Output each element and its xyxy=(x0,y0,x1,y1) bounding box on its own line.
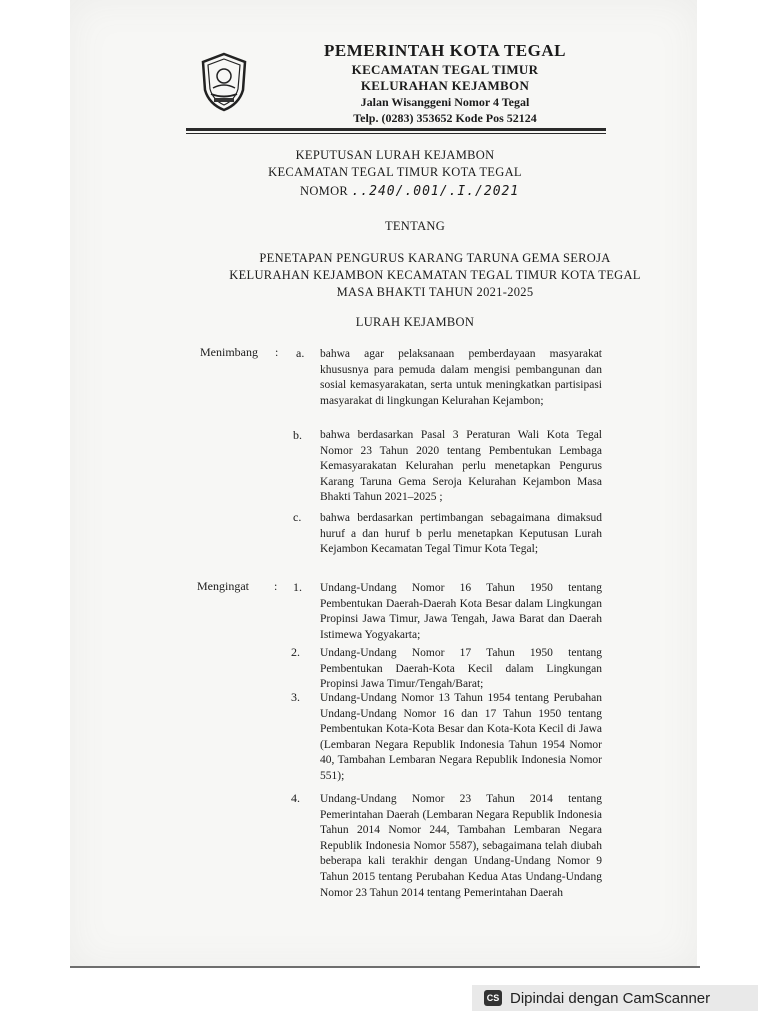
mengingat-item-4: Undang-Undang Nomor 23 Tahun 2014 tentang Pemerintahan Daerah (Lembaran Negara Republik Indonesia Tahun 2014 Nomor 244, Tambahan Lembaran Negara Republik Indonesia Nomor 5587), sebagaimana telah diubah beberapa kali terakhir dengan Undang-Undang Nomor 9 Tahun 2015 tentang Perubahan Kedua Atas Undang-Undang Nomor 23 Tahun 2014 tentang Pemerintahan Daerah xyxy=(320,793,602,899)
menimbang-item-a: bahwa agar pelaksanaan pemberdayaan masyarakat khususnya para pemuda dalam mengisi pembangunan dan sosial kemasyarakatan, serta untuk meningkatkan partisipasi masyarakat di lingkungan Kelurahan Kejambon; xyxy=(320,348,602,407)
mengingat-mark-3: 3. xyxy=(291,690,300,704)
decree-title-line1: KEPUTUSAN LURAH KEJAMBON xyxy=(295,148,495,162)
letterhead xyxy=(300,40,590,126)
menimbang-label: Menimbang xyxy=(200,345,258,359)
tegal-city-emblem-icon xyxy=(199,52,249,112)
mengingat-item-1: Undang-Undang Nomor 16 Tahun 1950 tentang Pembentukan Daerah-Daerah Kota Besar dalam Lingkungan Propinsi Jawa Timur, Jawa Tengah, Jawa Barat dan Daerah Istimewa Yogyakarta; xyxy=(320,582,602,641)
decree-subject-line1: PENETAPAN PENGURUS KARANG TARUNA GEMA SEROJA xyxy=(259,251,611,265)
decree-subject xyxy=(215,250,655,301)
letterhead-village: KELURAHAN KEJAMBON xyxy=(360,78,530,93)
mengingat-item-3: Undang-Undang Nomor 13 Tahun 1954 tentang Perubahan Undang-Undang Nomor 16 dan 17 Tahun 1950 tentang Pembentukan Kota-Kota Besar dan Kota-Kota Kecil di Jawa (Lembaran Negara Republik Indonesia Tahun 1954 Nomor 40, Tambahan Lembaran Negara Republik Indonesia Nomor 551); xyxy=(320,692,602,782)
camscanner-text: Dipindai dengan CamScanner xyxy=(510,989,711,1007)
letterhead-divider-thick xyxy=(186,128,606,131)
letterhead-phone: Telp. (0283) 353652 Kode Pos 52124 xyxy=(353,111,537,125)
decree-number-label: NOMOR xyxy=(300,184,349,198)
issuing-official: LURAH KEJAMBON xyxy=(355,315,475,329)
decree-subject-line3: MASA BHAKTI TAHUN 2021-2025 xyxy=(336,285,534,299)
menimbang-mark-a: a. xyxy=(296,346,305,360)
decree-number xyxy=(300,184,600,199)
page-edge xyxy=(70,966,700,968)
menimbang-item-b: bahwa berdasarkan Pasal 3 Peraturan Wali Kota Tegal Nomor 23 Tahun 2020 tentang Pembentukan Lembaga Kemasyarakatan Kelurahan perlu menetapkan Pengurus Karang Taruna Gema Seroja Kelurahan Kejambon Masa Bhakti Tahun 2021–2025 ; xyxy=(320,429,602,504)
camscanner-watermark xyxy=(472,985,758,1011)
camscanner-logo-icon: CS xyxy=(484,990,502,1006)
mengingat-colon: : xyxy=(274,579,278,593)
decree-title-line2: KECAMATAN TEGAL TIMUR KOTA TEGAL xyxy=(268,165,522,179)
decree-number-value: ..240/.001/.I./2021 xyxy=(351,184,520,199)
mengingat-mark-2: 2. xyxy=(291,645,300,659)
menimbang-item-c: bahwa berdasarkan pertimbangan sebagaimana dimaksud huruf a dan huruf b perlu menetapkan Keputusan Lurah Kejambon Kecamatan Tegal Timur Kota Tegal; xyxy=(320,512,602,556)
mengingat-item-2: Undang-Undang Nomor 17 Tahun 1950 tentang Pembentukan Daerah-Kota Kecil dalam Lingkungan Propinsi Jawa Timur/Tengah/Barat; xyxy=(320,647,602,691)
letterhead-divider-thin xyxy=(186,133,606,134)
letterhead-address: Jalan Wisanggeni Nomor 4 Tegal xyxy=(360,95,530,109)
letterhead-government: PEMERINTAH KOTA TEGAL xyxy=(324,41,566,60)
mengingat-label: Mengingat xyxy=(197,579,249,593)
menimbang-mark-b: b. xyxy=(293,428,302,442)
menimbang-colon: : xyxy=(275,345,279,359)
mengingat-mark-1: 1. xyxy=(293,580,302,594)
menimbang-mark-c: c. xyxy=(293,510,302,524)
letterhead-district: KECAMATAN TEGAL TIMUR xyxy=(351,62,539,77)
decree-title xyxy=(230,147,560,181)
mengingat-mark-4: 4. xyxy=(291,791,300,805)
tentang-heading: TENTANG xyxy=(384,219,446,233)
decree-subject-line2: KELURAHAN KEJAMBON KECAMATAN TEGAL TIMUR KOTA TEGAL xyxy=(229,268,641,282)
